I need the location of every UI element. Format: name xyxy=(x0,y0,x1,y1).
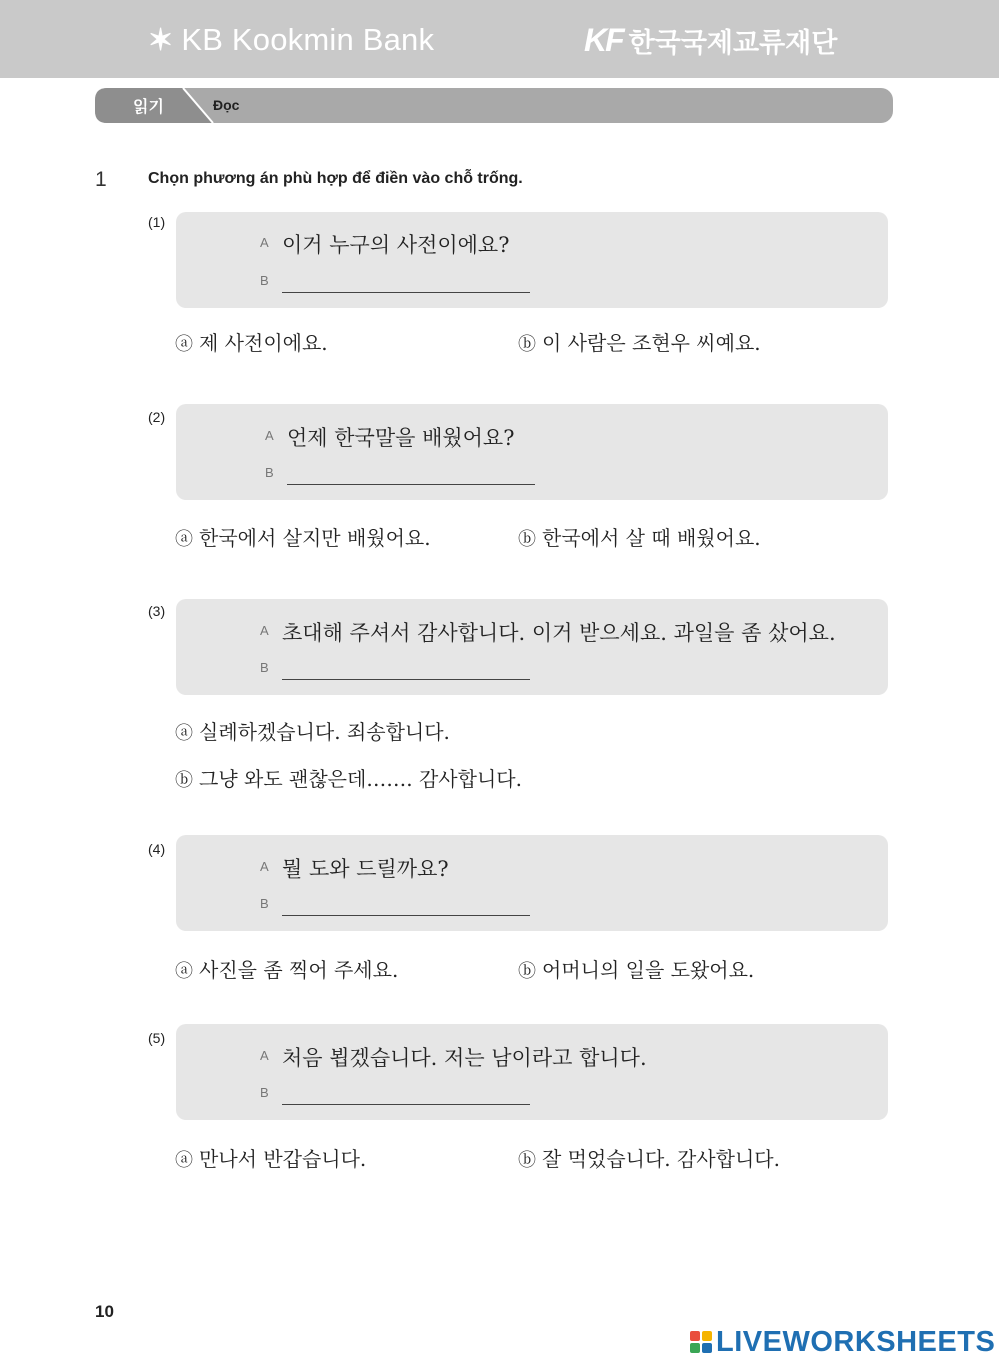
speaker-a-label: A xyxy=(260,623,269,638)
answer-blank[interactable] xyxy=(282,915,530,916)
dialog-box xyxy=(176,404,888,500)
speaker-a-line: 초대해 주셔서 감사합니다. 이거 받으세요. 과일을 좀 샀어요. xyxy=(282,621,836,645)
section-title-vietnamese: Đọc xyxy=(213,97,240,113)
question-label: (5) xyxy=(148,1030,166,1046)
option-b[interactable]: ⓑ 한국에서 살 때 배웠어요. xyxy=(518,526,761,550)
exercise-instruction: Chọn phương án phù hợp để điền vào chỗ trống. xyxy=(148,170,523,187)
speaker-a-label: A xyxy=(260,859,269,874)
option-a[interactable]: ⓐ 제 사전이에요. xyxy=(175,331,328,355)
liveworksheets-text: LIVEWORKSHEETS xyxy=(716,1325,996,1358)
option-b[interactable]: ⓑ 그냥 와도 괜찮은데……. 감사합니다. xyxy=(175,767,522,791)
speaker-a-label: A xyxy=(260,235,269,250)
speaker-a-label: A xyxy=(265,428,274,443)
dialog-box xyxy=(176,835,888,931)
dialog-box xyxy=(176,599,888,695)
exercise-number: 1 xyxy=(95,168,107,191)
question-label: (2) xyxy=(148,409,166,425)
header-banner xyxy=(0,0,999,78)
dialog-box xyxy=(176,1024,888,1120)
speaker-b-label: B xyxy=(265,465,274,480)
speaker-a-label: A xyxy=(260,1048,269,1063)
speaker-b-label: B xyxy=(260,1085,269,1100)
kb-star-icon: ✶ xyxy=(148,23,174,57)
kb-logo-text: KB Kookmin Bank xyxy=(181,22,435,57)
option-a[interactable]: ⓐ 만나서 반갑습니다. xyxy=(175,1147,367,1171)
answer-blank[interactable] xyxy=(282,679,530,680)
section-title-korean: 읽기 xyxy=(133,97,164,116)
answer-blank[interactable] xyxy=(287,484,535,485)
kf-mark: KF xyxy=(584,21,623,58)
question-label: (3) xyxy=(148,603,166,619)
section-tab xyxy=(95,88,215,123)
page-number: 10 xyxy=(95,1302,114,1321)
option-a[interactable]: ⓐ 한국에서 살지만 배웠어요. xyxy=(175,526,431,550)
option-a[interactable]: ⓐ 실례하겠습니다. 죄송합니다. xyxy=(175,720,450,744)
speaker-a-line: 언제 한국말을 배웠어요? xyxy=(287,426,515,450)
liveworksheets-logo[interactable] xyxy=(690,1325,995,1359)
dialog-box xyxy=(176,212,888,308)
liveworksheets-blocks-icon xyxy=(690,1331,712,1353)
speaker-b-label: B xyxy=(260,273,269,288)
speaker-a-line: 처음 뵙겠습니다. 저는 남이라고 합니다. xyxy=(282,1046,647,1070)
question-label: (4) xyxy=(148,841,166,857)
option-a[interactable]: ⓐ 사진을 좀 찍어 주세요. xyxy=(175,958,399,982)
kf-name: 한국국제교류재단 xyxy=(628,27,838,59)
question-label: (1) xyxy=(148,214,166,230)
option-b[interactable]: ⓑ 어머니의 일을 도왔어요. xyxy=(518,958,755,982)
speaker-a-line: 뭘 도와 드릴까요? xyxy=(282,857,449,881)
speaker-a-line: 이거 누구의 사전이에요? xyxy=(282,233,510,257)
kb-kookmin-bank-logo xyxy=(148,20,434,60)
answer-blank[interactable] xyxy=(282,292,530,293)
option-b[interactable]: ⓑ 이 사람은 조현우 씨예요. xyxy=(518,331,761,355)
answer-blank[interactable] xyxy=(282,1104,530,1105)
korea-foundation-logo xyxy=(584,20,837,60)
speaker-b-label: B xyxy=(260,660,269,675)
option-b[interactable]: ⓑ 잘 먹었습니다. 감사합니다. xyxy=(518,1147,780,1171)
speaker-b-label: B xyxy=(260,896,269,911)
